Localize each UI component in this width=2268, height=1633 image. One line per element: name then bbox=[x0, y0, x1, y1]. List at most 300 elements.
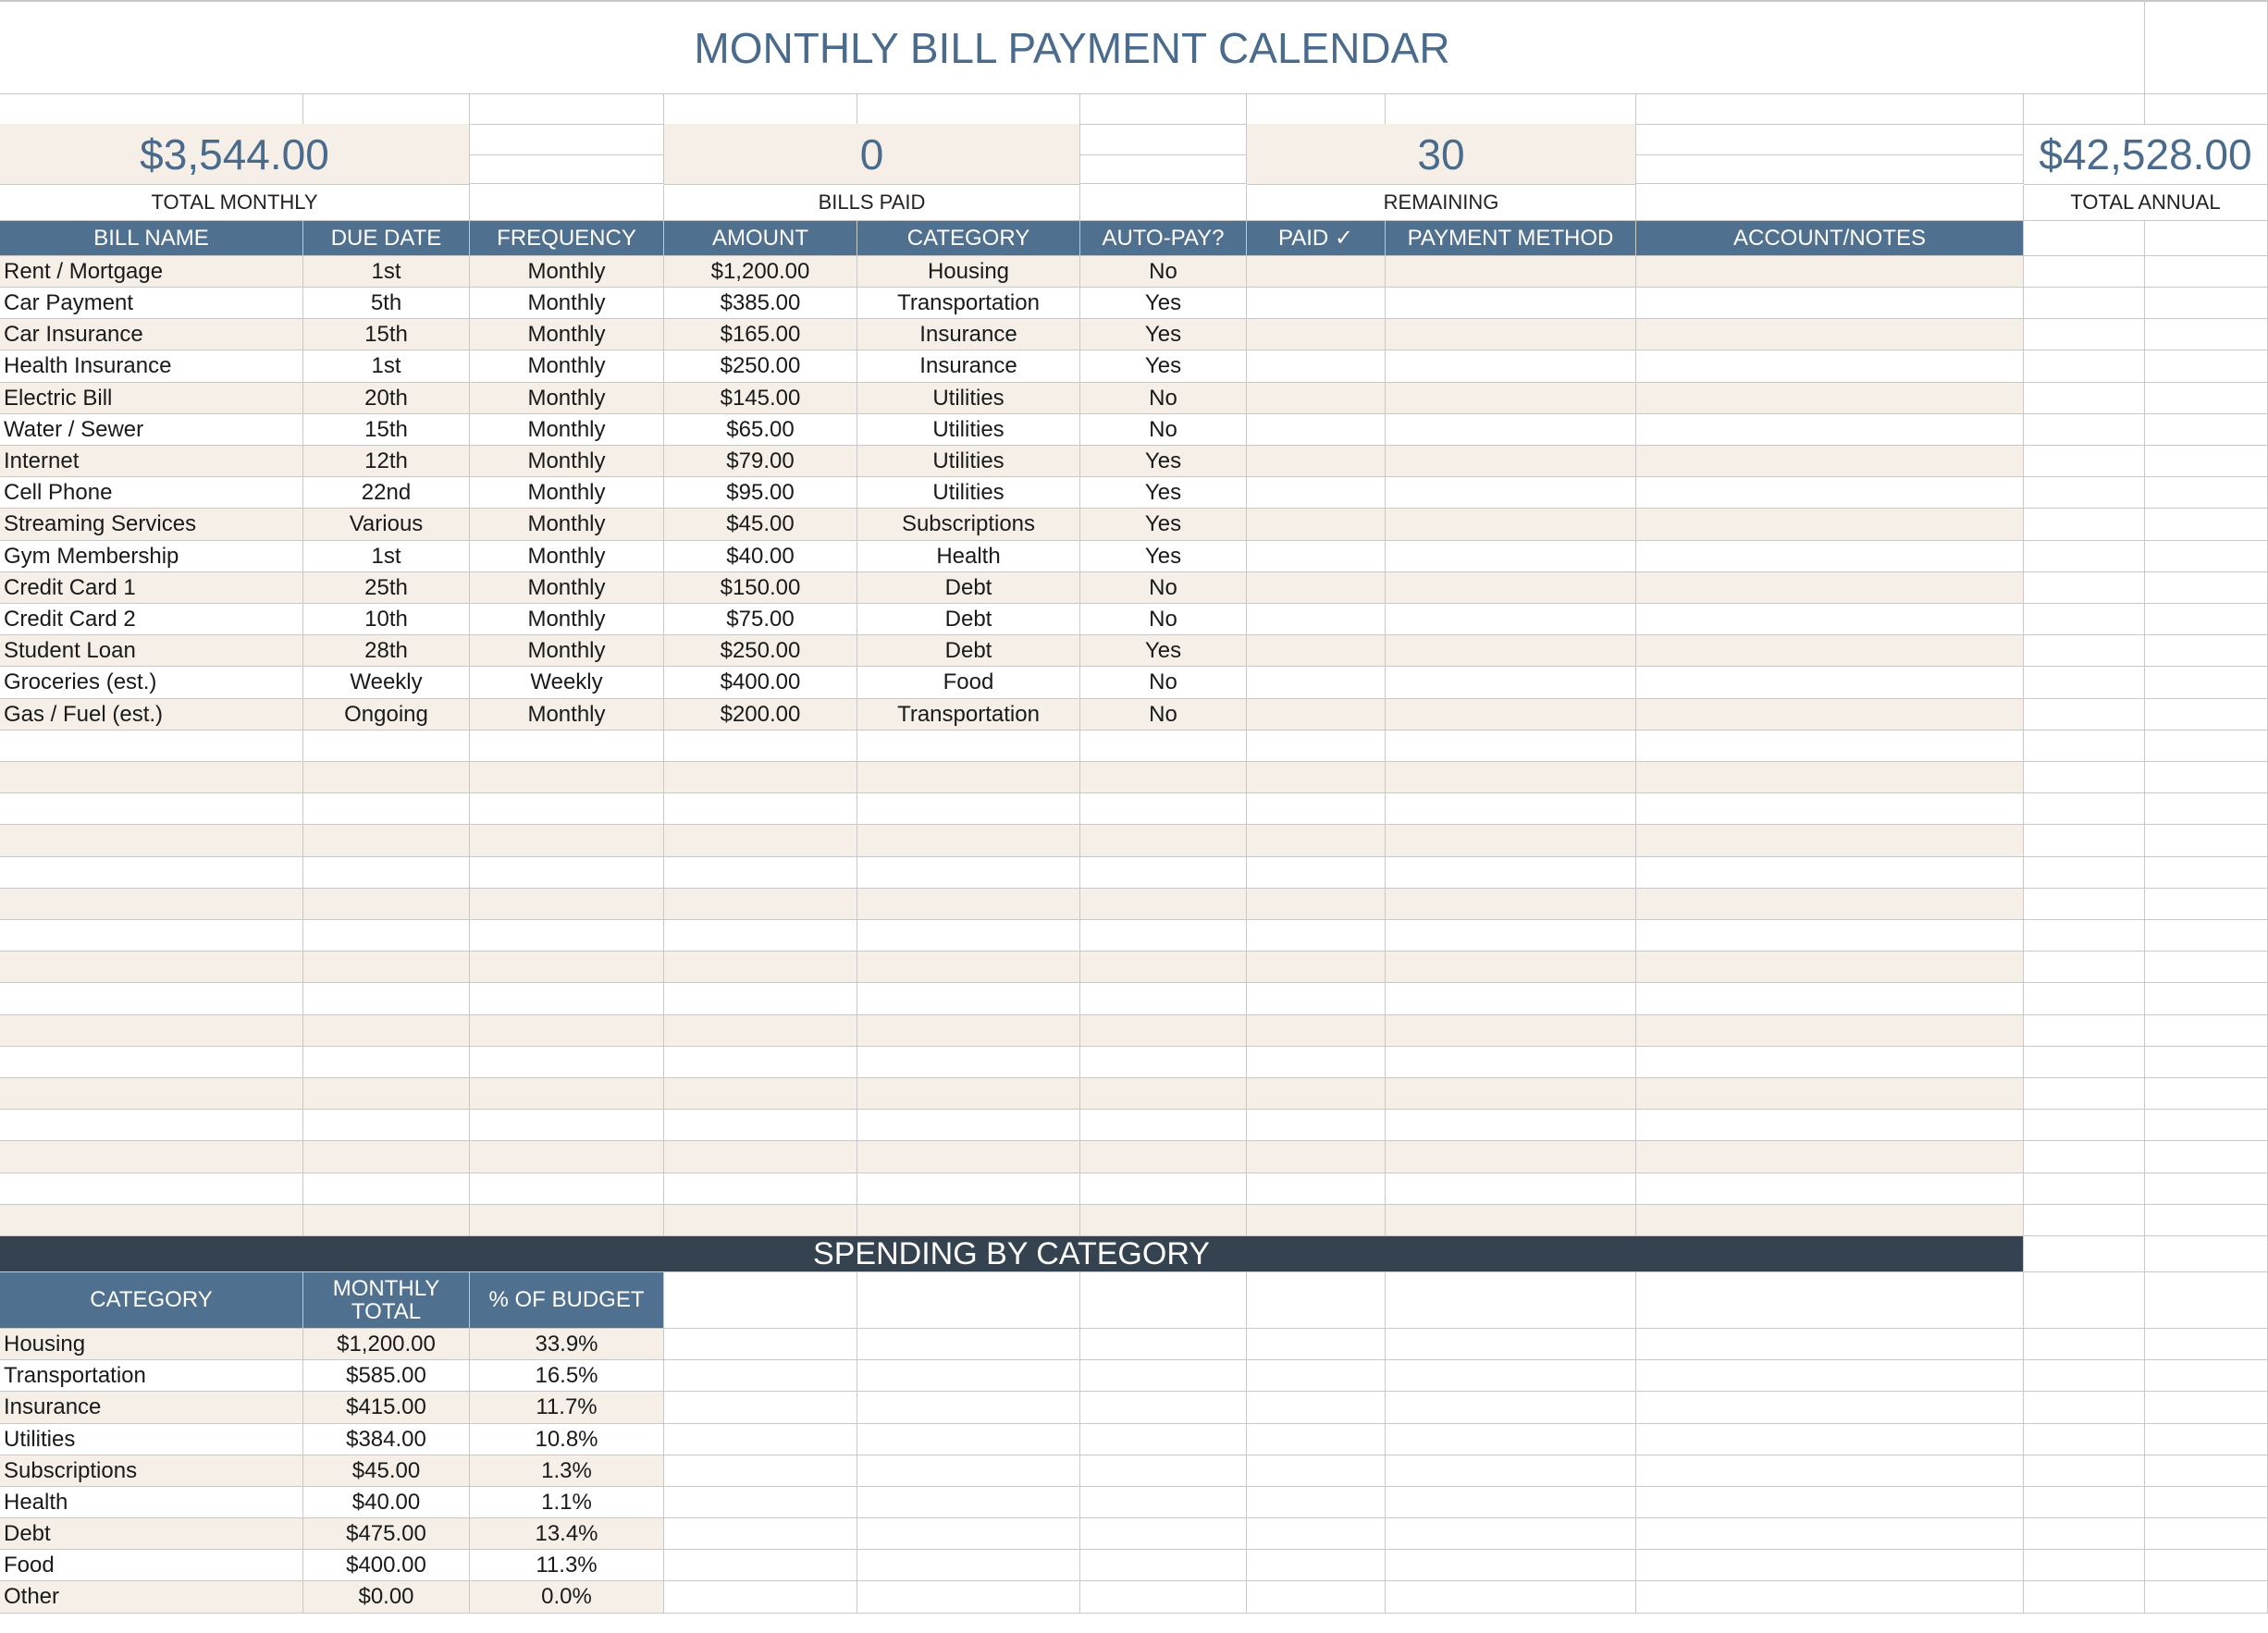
empty-cell[interactable] bbox=[1386, 889, 1636, 920]
bill-cell[interactable]: Monthly bbox=[470, 635, 664, 667]
empty-cell[interactable] bbox=[2024, 1236, 2145, 1272]
bill-cell[interactable]: Yes bbox=[1080, 288, 1247, 319]
empty-cell[interactable] bbox=[857, 1078, 1080, 1110]
empty-cell[interactable] bbox=[1247, 635, 1386, 667]
empty-cell[interactable] bbox=[1247, 1141, 1386, 1173]
empty-cell[interactable] bbox=[857, 1110, 1080, 1141]
empty-cell[interactable] bbox=[1636, 124, 2024, 155]
bill-cell[interactable]: Debt bbox=[857, 572, 1080, 604]
empty-cell[interactable] bbox=[0, 983, 303, 1015]
empty-cell[interactable] bbox=[0, 1047, 303, 1078]
empty-cell[interactable] bbox=[2145, 94, 2268, 125]
bill-cell[interactable]: Yes bbox=[1080, 350, 1247, 383]
empty-cell[interactable] bbox=[2024, 635, 2145, 667]
empty-cell[interactable] bbox=[1636, 889, 2024, 920]
empty-cell[interactable] bbox=[2145, 319, 2268, 350]
empty-cell[interactable] bbox=[1247, 1360, 1386, 1392]
bill-cell[interactable]: No bbox=[1080, 604, 1247, 635]
empty-cell[interactable] bbox=[0, 1110, 303, 1141]
empty-cell[interactable] bbox=[664, 1205, 857, 1236]
empty-cell[interactable] bbox=[664, 920, 857, 952]
empty-cell[interactable] bbox=[664, 762, 857, 793]
spending-cell[interactable]: Food bbox=[0, 1550, 303, 1581]
empty-cell[interactable] bbox=[2145, 793, 2268, 825]
bill-cell[interactable]: Debt bbox=[857, 635, 1080, 667]
empty-cell[interactable] bbox=[2145, 1015, 2268, 1047]
empty-cell[interactable] bbox=[857, 857, 1080, 889]
empty-cell[interactable] bbox=[2145, 1205, 2268, 1236]
empty-cell[interactable] bbox=[2145, 667, 2268, 699]
empty-cell[interactable] bbox=[470, 1078, 664, 1110]
empty-cell[interactable] bbox=[2145, 221, 2268, 256]
empty-cell[interactable] bbox=[1080, 731, 1247, 762]
empty-cell[interactable] bbox=[857, 762, 1080, 793]
empty-cell[interactable] bbox=[1636, 604, 2024, 635]
empty-cell[interactable] bbox=[1080, 155, 1247, 184]
empty-cell[interactable] bbox=[2145, 762, 2268, 793]
bill-cell[interactable]: No bbox=[1080, 572, 1247, 604]
empty-cell[interactable] bbox=[1636, 1272, 2024, 1329]
empty-cell[interactable] bbox=[1386, 1110, 1636, 1141]
empty-cell[interactable] bbox=[664, 825, 857, 857]
empty-cell[interactable] bbox=[2024, 1455, 2145, 1487]
empty-cell[interactable] bbox=[2024, 699, 2145, 731]
empty-cell[interactable] bbox=[1636, 1360, 2024, 1392]
empty-cell[interactable] bbox=[664, 1581, 857, 1614]
spending-cell[interactable]: Other bbox=[0, 1581, 303, 1614]
empty-cell[interactable] bbox=[0, 762, 303, 793]
empty-cell[interactable] bbox=[1386, 762, 1636, 793]
empty-cell[interactable] bbox=[0, 952, 303, 983]
bill-cell[interactable]: $65.00 bbox=[664, 414, 857, 446]
empty-cell[interactable] bbox=[303, 1047, 470, 1078]
empty-cell[interactable] bbox=[2024, 1015, 2145, 1047]
empty-cell[interactable] bbox=[2145, 477, 2268, 509]
bill-cell[interactable]: $200.00 bbox=[664, 699, 857, 731]
bill-cell[interactable]: Yes bbox=[1080, 319, 1247, 350]
empty-cell[interactable] bbox=[1080, 857, 1247, 889]
empty-cell[interactable] bbox=[1386, 541, 1636, 572]
bill-cell[interactable]: Monthly bbox=[470, 319, 664, 350]
bill-cell[interactable]: Yes bbox=[1080, 509, 1247, 541]
empty-cell[interactable] bbox=[2145, 350, 2268, 383]
bill-cell[interactable]: Yes bbox=[1080, 635, 1247, 667]
empty-cell[interactable] bbox=[1247, 256, 1386, 288]
empty-cell[interactable] bbox=[1247, 509, 1386, 541]
empty-cell[interactable] bbox=[1247, 288, 1386, 319]
empty-cell[interactable] bbox=[1247, 1015, 1386, 1047]
empty-cell[interactable] bbox=[857, 825, 1080, 857]
bill-cell[interactable]: Weekly bbox=[470, 667, 664, 699]
empty-cell[interactable] bbox=[1386, 731, 1636, 762]
empty-cell[interactable] bbox=[1080, 185, 1247, 221]
bill-cell[interactable]: Yes bbox=[1080, 541, 1247, 572]
empty-cell[interactable] bbox=[857, 1329, 1080, 1360]
bill-cell[interactable]: Health bbox=[857, 541, 1080, 572]
bill-cell[interactable]: $1,200.00 bbox=[664, 256, 857, 288]
empty-cell[interactable] bbox=[1636, 541, 2024, 572]
empty-cell[interactable] bbox=[1386, 1487, 1636, 1518]
empty-cell[interactable] bbox=[1386, 667, 1636, 699]
empty-cell[interactable] bbox=[2024, 825, 2145, 857]
empty-cell[interactable] bbox=[857, 1455, 1080, 1487]
empty-cell[interactable] bbox=[1636, 446, 2024, 477]
empty-cell[interactable] bbox=[1386, 699, 1636, 731]
empty-cell[interactable] bbox=[857, 731, 1080, 762]
empty-cell[interactable] bbox=[2024, 572, 2145, 604]
empty-cell[interactable] bbox=[1247, 1047, 1386, 1078]
empty-cell[interactable] bbox=[1247, 477, 1386, 509]
empty-cell[interactable] bbox=[303, 857, 470, 889]
empty-cell[interactable] bbox=[303, 952, 470, 983]
empty-cell[interactable] bbox=[664, 1141, 857, 1173]
bill-cell[interactable]: Utilities bbox=[857, 414, 1080, 446]
empty-cell[interactable] bbox=[470, 793, 664, 825]
empty-cell[interactable] bbox=[664, 731, 857, 762]
bill-cell[interactable]: Monthly bbox=[470, 350, 664, 383]
empty-cell[interactable] bbox=[303, 1110, 470, 1141]
empty-cell[interactable] bbox=[1247, 1550, 1386, 1581]
bill-cell[interactable]: Monthly bbox=[470, 383, 664, 414]
empty-cell[interactable] bbox=[1386, 288, 1636, 319]
bill-cell[interactable]: Monthly bbox=[470, 288, 664, 319]
empty-cell[interactable] bbox=[1247, 572, 1386, 604]
bill-cell[interactable]: Yes bbox=[1080, 446, 1247, 477]
spending-cell[interactable]: $400.00 bbox=[303, 1550, 470, 1581]
spending-cell[interactable]: 11.7% bbox=[470, 1392, 664, 1424]
empty-cell[interactable] bbox=[1636, 185, 2024, 221]
bill-cell[interactable]: Debt bbox=[857, 604, 1080, 635]
bill-cell[interactable]: Credit Card 1 bbox=[0, 572, 303, 604]
bill-cell[interactable]: 28th bbox=[303, 635, 470, 667]
empty-cell[interactable] bbox=[1247, 793, 1386, 825]
empty-cell[interactable] bbox=[303, 920, 470, 952]
empty-cell[interactable] bbox=[2145, 1360, 2268, 1392]
empty-cell[interactable] bbox=[1080, 1329, 1247, 1360]
empty-cell[interactable] bbox=[2145, 1581, 2268, 1614]
bill-cell[interactable]: $150.00 bbox=[664, 572, 857, 604]
bill-cell[interactable]: Monthly bbox=[470, 509, 664, 541]
empty-cell[interactable] bbox=[1247, 762, 1386, 793]
spending-cell[interactable]: Debt bbox=[0, 1518, 303, 1550]
bill-cell[interactable]: Various bbox=[303, 509, 470, 541]
empty-cell[interactable] bbox=[0, 825, 303, 857]
bill-cell[interactable]: 5th bbox=[303, 288, 470, 319]
empty-cell[interactable] bbox=[664, 1272, 857, 1329]
bill-cell[interactable]: No bbox=[1080, 699, 1247, 731]
empty-cell[interactable] bbox=[2145, 889, 2268, 920]
empty-cell[interactable] bbox=[2024, 762, 2145, 793]
empty-cell[interactable] bbox=[2024, 414, 2145, 446]
bill-cell[interactable]: Monthly bbox=[470, 477, 664, 509]
empty-cell[interactable] bbox=[1080, 889, 1247, 920]
empty-cell[interactable] bbox=[1386, 94, 1636, 125]
empty-cell[interactable] bbox=[2145, 1392, 2268, 1424]
empty-cell[interactable] bbox=[1386, 477, 1636, 509]
bill-cell[interactable]: $400.00 bbox=[664, 667, 857, 699]
empty-cell[interactable] bbox=[470, 762, 664, 793]
bill-cell[interactable]: Monthly bbox=[470, 414, 664, 446]
empty-cell[interactable] bbox=[1636, 319, 2024, 350]
empty-cell[interactable] bbox=[1247, 541, 1386, 572]
empty-cell[interactable] bbox=[2145, 604, 2268, 635]
empty-cell[interactable] bbox=[2024, 920, 2145, 952]
empty-cell[interactable] bbox=[303, 825, 470, 857]
bill-cell[interactable]: Monthly bbox=[470, 541, 664, 572]
empty-cell[interactable] bbox=[664, 1392, 857, 1424]
empty-cell[interactable] bbox=[664, 1424, 857, 1455]
empty-cell[interactable] bbox=[1080, 94, 1247, 125]
empty-cell[interactable] bbox=[2024, 94, 2145, 125]
empty-cell[interactable] bbox=[1636, 1392, 2024, 1424]
empty-cell[interactable] bbox=[1247, 952, 1386, 983]
empty-cell[interactable] bbox=[2145, 635, 2268, 667]
empty-cell[interactable] bbox=[1247, 1424, 1386, 1455]
empty-cell[interactable] bbox=[664, 793, 857, 825]
empty-cell[interactable] bbox=[1080, 1360, 1247, 1392]
empty-cell[interactable] bbox=[1247, 983, 1386, 1015]
empty-cell[interactable] bbox=[1386, 350, 1636, 383]
bill-cell[interactable]: $250.00 bbox=[664, 350, 857, 383]
empty-cell[interactable] bbox=[664, 983, 857, 1015]
bill-cell[interactable]: Monthly bbox=[470, 604, 664, 635]
empty-cell[interactable] bbox=[1386, 1141, 1636, 1173]
empty-cell[interactable] bbox=[857, 1205, 1080, 1236]
bill-cell[interactable]: No bbox=[1080, 667, 1247, 699]
empty-cell[interactable] bbox=[664, 1078, 857, 1110]
empty-cell[interactable] bbox=[1080, 920, 1247, 952]
empty-cell[interactable] bbox=[1247, 319, 1386, 350]
bill-cell[interactable]: Weekly bbox=[303, 667, 470, 699]
bill-cell[interactable]: Health Insurance bbox=[0, 350, 303, 383]
empty-cell[interactable] bbox=[1636, 1173, 2024, 1205]
empty-cell[interactable] bbox=[1636, 1487, 2024, 1518]
empty-cell[interactable] bbox=[1386, 604, 1636, 635]
bill-cell[interactable]: $250.00 bbox=[664, 635, 857, 667]
empty-cell[interactable] bbox=[857, 1047, 1080, 1078]
empty-cell[interactable] bbox=[1386, 383, 1636, 414]
bill-cell[interactable]: Insurance bbox=[857, 350, 1080, 383]
empty-cell[interactable] bbox=[2145, 541, 2268, 572]
bill-cell[interactable]: Yes bbox=[1080, 477, 1247, 509]
empty-cell[interactable] bbox=[0, 889, 303, 920]
empty-cell[interactable] bbox=[1247, 1272, 1386, 1329]
spending-cell[interactable]: Insurance bbox=[0, 1392, 303, 1424]
empty-cell[interactable] bbox=[2145, 1078, 2268, 1110]
bill-cell[interactable]: 20th bbox=[303, 383, 470, 414]
empty-cell[interactable] bbox=[2145, 446, 2268, 477]
bill-cell[interactable]: Housing bbox=[857, 256, 1080, 288]
empty-cell[interactable] bbox=[664, 1360, 857, 1392]
empty-cell[interactable] bbox=[1080, 1272, 1247, 1329]
spending-cell[interactable]: 33.9% bbox=[470, 1329, 664, 1360]
empty-cell[interactable] bbox=[2024, 541, 2145, 572]
bill-cell[interactable]: Gym Membership bbox=[0, 541, 303, 572]
empty-cell[interactable] bbox=[1247, 1581, 1386, 1614]
empty-cell[interactable] bbox=[2024, 1518, 2145, 1550]
bill-cell[interactable]: $145.00 bbox=[664, 383, 857, 414]
bill-cell[interactable]: $45.00 bbox=[664, 509, 857, 541]
empty-cell[interactable] bbox=[1386, 256, 1636, 288]
empty-cell[interactable] bbox=[0, 1015, 303, 1047]
empty-cell[interactable] bbox=[1247, 94, 1386, 125]
empty-cell[interactable] bbox=[1636, 1141, 2024, 1173]
empty-cell[interactable] bbox=[1080, 1455, 1247, 1487]
empty-cell[interactable] bbox=[857, 1392, 1080, 1424]
empty-cell[interactable] bbox=[2145, 1272, 2268, 1329]
empty-cell[interactable] bbox=[857, 1581, 1080, 1614]
empty-cell[interactable] bbox=[1080, 1047, 1247, 1078]
bill-cell[interactable]: 12th bbox=[303, 446, 470, 477]
empty-cell[interactable] bbox=[1247, 1078, 1386, 1110]
empty-cell[interactable] bbox=[2145, 1329, 2268, 1360]
spending-cell[interactable]: $45.00 bbox=[303, 1455, 470, 1487]
empty-cell[interactable] bbox=[1080, 124, 1247, 155]
empty-cell[interactable] bbox=[1636, 383, 2024, 414]
empty-cell[interactable] bbox=[1080, 1173, 1247, 1205]
empty-cell[interactable] bbox=[664, 1173, 857, 1205]
empty-cell[interactable] bbox=[1247, 731, 1386, 762]
empty-cell[interactable] bbox=[2145, 1487, 2268, 1518]
empty-cell[interactable] bbox=[470, 1110, 664, 1141]
empty-cell[interactable] bbox=[664, 1518, 857, 1550]
empty-cell[interactable] bbox=[857, 1272, 1080, 1329]
empty-cell[interactable] bbox=[470, 983, 664, 1015]
empty-cell[interactable] bbox=[1386, 572, 1636, 604]
empty-cell[interactable] bbox=[2024, 1078, 2145, 1110]
empty-cell[interactable] bbox=[857, 793, 1080, 825]
empty-cell[interactable] bbox=[1636, 256, 2024, 288]
empty-cell[interactable] bbox=[1386, 635, 1636, 667]
bill-cell[interactable]: 1st bbox=[303, 350, 470, 383]
empty-cell[interactable] bbox=[303, 731, 470, 762]
empty-cell[interactable] bbox=[2145, 1518, 2268, 1550]
spending-cell[interactable]: $475.00 bbox=[303, 1518, 470, 1550]
bill-cell[interactable]: $40.00 bbox=[664, 541, 857, 572]
empty-cell[interactable] bbox=[2145, 1455, 2268, 1487]
empty-cell[interactable] bbox=[2024, 983, 2145, 1015]
empty-cell[interactable] bbox=[1247, 446, 1386, 477]
empty-cell[interactable] bbox=[470, 1047, 664, 1078]
empty-cell[interactable] bbox=[1080, 825, 1247, 857]
empty-cell[interactable] bbox=[1636, 1581, 2024, 1614]
spending-cell[interactable]: $384.00 bbox=[303, 1424, 470, 1455]
empty-cell[interactable] bbox=[1386, 1518, 1636, 1550]
empty-cell[interactable] bbox=[1247, 1205, 1386, 1236]
empty-cell[interactable] bbox=[1636, 1424, 2024, 1455]
empty-cell[interactable] bbox=[0, 94, 303, 125]
bill-cell[interactable]: $75.00 bbox=[664, 604, 857, 635]
empty-cell[interactable] bbox=[1636, 1550, 2024, 1581]
bill-cell[interactable]: Monthly bbox=[470, 446, 664, 477]
bill-cell[interactable]: 15th bbox=[303, 414, 470, 446]
empty-cell[interactable] bbox=[1386, 446, 1636, 477]
bill-cell[interactable]: Cell Phone bbox=[0, 477, 303, 509]
empty-cell[interactable] bbox=[470, 731, 664, 762]
empty-cell[interactable] bbox=[857, 1141, 1080, 1173]
bill-cell[interactable]: 25th bbox=[303, 572, 470, 604]
empty-cell[interactable] bbox=[1636, 635, 2024, 667]
bill-cell[interactable]: No bbox=[1080, 383, 1247, 414]
empty-cell[interactable] bbox=[1247, 1455, 1386, 1487]
empty-cell[interactable] bbox=[1386, 509, 1636, 541]
empty-cell[interactable] bbox=[1386, 1015, 1636, 1047]
empty-cell[interactable] bbox=[1247, 699, 1386, 731]
spending-cell[interactable]: 11.3% bbox=[470, 1550, 664, 1581]
empty-cell[interactable] bbox=[303, 1205, 470, 1236]
empty-cell[interactable] bbox=[1080, 1581, 1247, 1614]
empty-cell[interactable] bbox=[1080, 1110, 1247, 1141]
empty-cell[interactable] bbox=[1386, 983, 1636, 1015]
empty-cell[interactable] bbox=[2145, 256, 2268, 288]
empty-cell[interactable] bbox=[2024, 1487, 2145, 1518]
empty-cell[interactable] bbox=[857, 1015, 1080, 1047]
empty-cell[interactable] bbox=[2024, 1141, 2145, 1173]
empty-cell[interactable] bbox=[470, 952, 664, 983]
spending-cell[interactable]: $0.00 bbox=[303, 1581, 470, 1614]
empty-cell[interactable] bbox=[1247, 1110, 1386, 1141]
empty-cell[interactable] bbox=[857, 1173, 1080, 1205]
bill-cell[interactable]: Car Payment bbox=[0, 288, 303, 319]
empty-cell[interactable] bbox=[1386, 1424, 1636, 1455]
empty-cell[interactable] bbox=[664, 1329, 857, 1360]
empty-cell[interactable] bbox=[2145, 1141, 2268, 1173]
empty-cell[interactable] bbox=[2145, 731, 2268, 762]
empty-cell[interactable] bbox=[1080, 1015, 1247, 1047]
bill-cell[interactable]: Student Loan bbox=[0, 635, 303, 667]
empty-cell[interactable] bbox=[1080, 1550, 1247, 1581]
empty-cell[interactable] bbox=[1636, 1047, 2024, 1078]
empty-cell[interactable] bbox=[1386, 952, 1636, 983]
bill-cell[interactable]: 1st bbox=[303, 256, 470, 288]
empty-cell[interactable] bbox=[2024, 1360, 2145, 1392]
empty-cell[interactable] bbox=[303, 1078, 470, 1110]
empty-cell[interactable] bbox=[0, 731, 303, 762]
empty-cell[interactable] bbox=[1636, 793, 2024, 825]
spending-cell[interactable]: 10.8% bbox=[470, 1424, 664, 1455]
bill-cell[interactable]: Credit Card 2 bbox=[0, 604, 303, 635]
empty-cell[interactable] bbox=[2024, 604, 2145, 635]
empty-cell[interactable] bbox=[470, 1141, 664, 1173]
empty-cell[interactable] bbox=[470, 124, 664, 155]
empty-cell[interactable] bbox=[1636, 477, 2024, 509]
bill-cell[interactable]: Subscriptions bbox=[857, 509, 1080, 541]
spending-cell[interactable]: 16.5% bbox=[470, 1360, 664, 1392]
empty-cell[interactable] bbox=[1386, 857, 1636, 889]
bill-cell[interactable]: Monthly bbox=[470, 256, 664, 288]
empty-cell[interactable] bbox=[2145, 1550, 2268, 1581]
empty-cell[interactable] bbox=[2024, 509, 2145, 541]
empty-cell[interactable] bbox=[1080, 1392, 1247, 1424]
empty-cell[interactable] bbox=[2024, 1550, 2145, 1581]
empty-cell[interactable] bbox=[2024, 793, 2145, 825]
empty-cell[interactable] bbox=[1386, 1455, 1636, 1487]
bill-cell[interactable]: Groceries (est.) bbox=[0, 667, 303, 699]
empty-cell[interactable] bbox=[1386, 825, 1636, 857]
empty-cell[interactable] bbox=[664, 1015, 857, 1047]
empty-cell[interactable] bbox=[1080, 1205, 1247, 1236]
spending-cell[interactable]: Housing bbox=[0, 1329, 303, 1360]
empty-cell[interactable] bbox=[1636, 509, 2024, 541]
empty-cell[interactable] bbox=[0, 1141, 303, 1173]
empty-cell[interactable] bbox=[664, 1455, 857, 1487]
empty-cell[interactable] bbox=[1386, 1550, 1636, 1581]
empty-cell[interactable] bbox=[303, 762, 470, 793]
empty-cell[interactable] bbox=[1080, 983, 1247, 1015]
empty-cell[interactable] bbox=[1386, 1272, 1636, 1329]
empty-cell[interactable] bbox=[1636, 1455, 2024, 1487]
empty-cell[interactable] bbox=[1636, 1078, 2024, 1110]
